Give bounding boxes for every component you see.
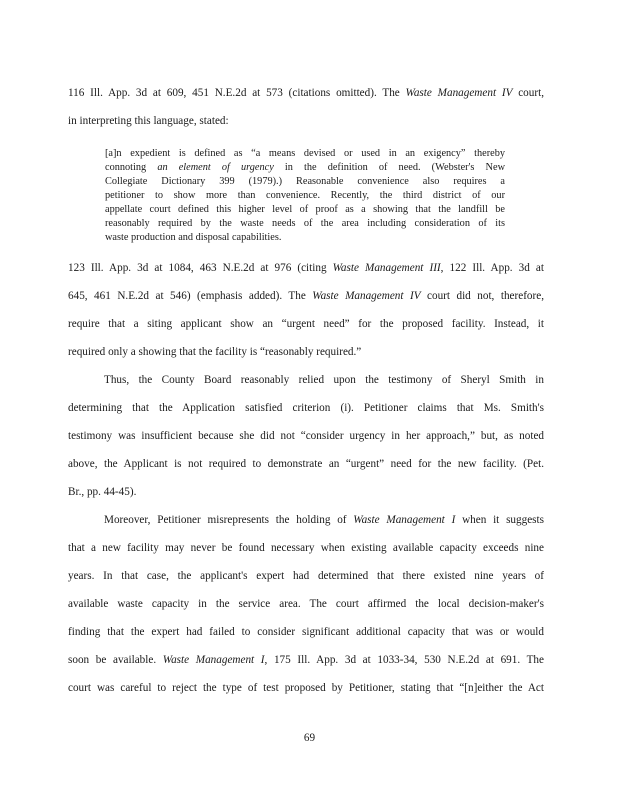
body-line: soon be available. Waste Management I, 175 Ill. App. 3d at 1033-34, 530 N.E.2d at 691. The xyxy=(68,654,544,666)
body-line: 116 Ill. App. 3d at 609, 451 N.E.2d at 573 (citations omitted). The Waste Management IV court, xyxy=(68,87,544,99)
body-line: Moreover, Petitioner misrepresents the holding of Waste Management I when it suggests xyxy=(104,514,544,526)
body-line: that a new facility may never be found necessary when existing available capacity exceeds nine xyxy=(68,542,544,554)
body-line: 645, 461 N.E.2d at 546) (emphasis added). The Waste Management IV court did not, therefore, xyxy=(68,290,545,302)
body-line: required only a showing that the facility is “reasonably required.” xyxy=(68,346,362,358)
quote-line: connoting an element of urgency in the definition of need. (Webster's New xyxy=(105,162,506,173)
quote-line: appellate court defined this higher level of proof as a showing that the landfill be xyxy=(105,204,505,215)
body-line: 123 Ill. App. 3d at 1084, 463 N.E.2d at 976 (citing Waste Management III, 122 Ill. App. 3d at xyxy=(68,262,544,274)
quote-line: [a]n expedient is defined as “a means devised or used in an exigency” thereby xyxy=(105,148,505,159)
body-line: determining that the Application satisfied criterion (i). Petitioner claims that Ms. Smith's xyxy=(68,402,544,414)
body-line: finding that the expert had failed to consider significant additional capacity that was or would xyxy=(68,626,544,638)
body-line: available waste capacity in the service area. The court affirmed the local decision-maker's xyxy=(68,598,544,610)
body-line: court was careful to reject the type of test proposed by Petitioner, stating that “[n]either the Act xyxy=(68,682,544,694)
quote-line: petitioner to show more than convenience. Recently, the third district of our xyxy=(105,190,505,201)
quote-line: Collegiate Dictionary 399 (1979).) Reasonable convenience also requires a xyxy=(105,176,505,187)
quote-line: waste production and disposal capabilities. xyxy=(105,232,282,243)
body-line: Thus, the County Board reasonably relied upon the testimony of Sheryl Smith in xyxy=(104,374,544,386)
body-line: above, the Applicant is not required to demonstrate an “urgent” need for the new facility. (Pet. xyxy=(68,458,544,470)
body-line: in interpreting this language, stated: xyxy=(68,115,229,127)
body-line: Br., pp. 44-45). xyxy=(68,486,137,498)
body-line: years. In that case, the applicant's expert had determined that there existed nine years of xyxy=(68,570,544,582)
quote-emphasis: an element of urgency xyxy=(157,162,274,173)
case-name: Waste Management I xyxy=(353,514,456,526)
quote-line: reasonably required by the waste needs of the area including consideration of its xyxy=(105,218,505,229)
body-line: testimony was insufficient because she did not “consider urgency in her approach,” but, as noted xyxy=(68,430,544,442)
case-name: Waste Management IV xyxy=(312,290,421,302)
case-name: Waste Management I xyxy=(162,654,265,666)
case-name: Waste Management III xyxy=(332,262,441,274)
body-line: require that a siting applicant show an “urgent need” for the proposed facility. Instead, it xyxy=(68,318,544,330)
case-name: Waste Management IV xyxy=(405,87,513,99)
page-number: 69 xyxy=(303,732,316,744)
